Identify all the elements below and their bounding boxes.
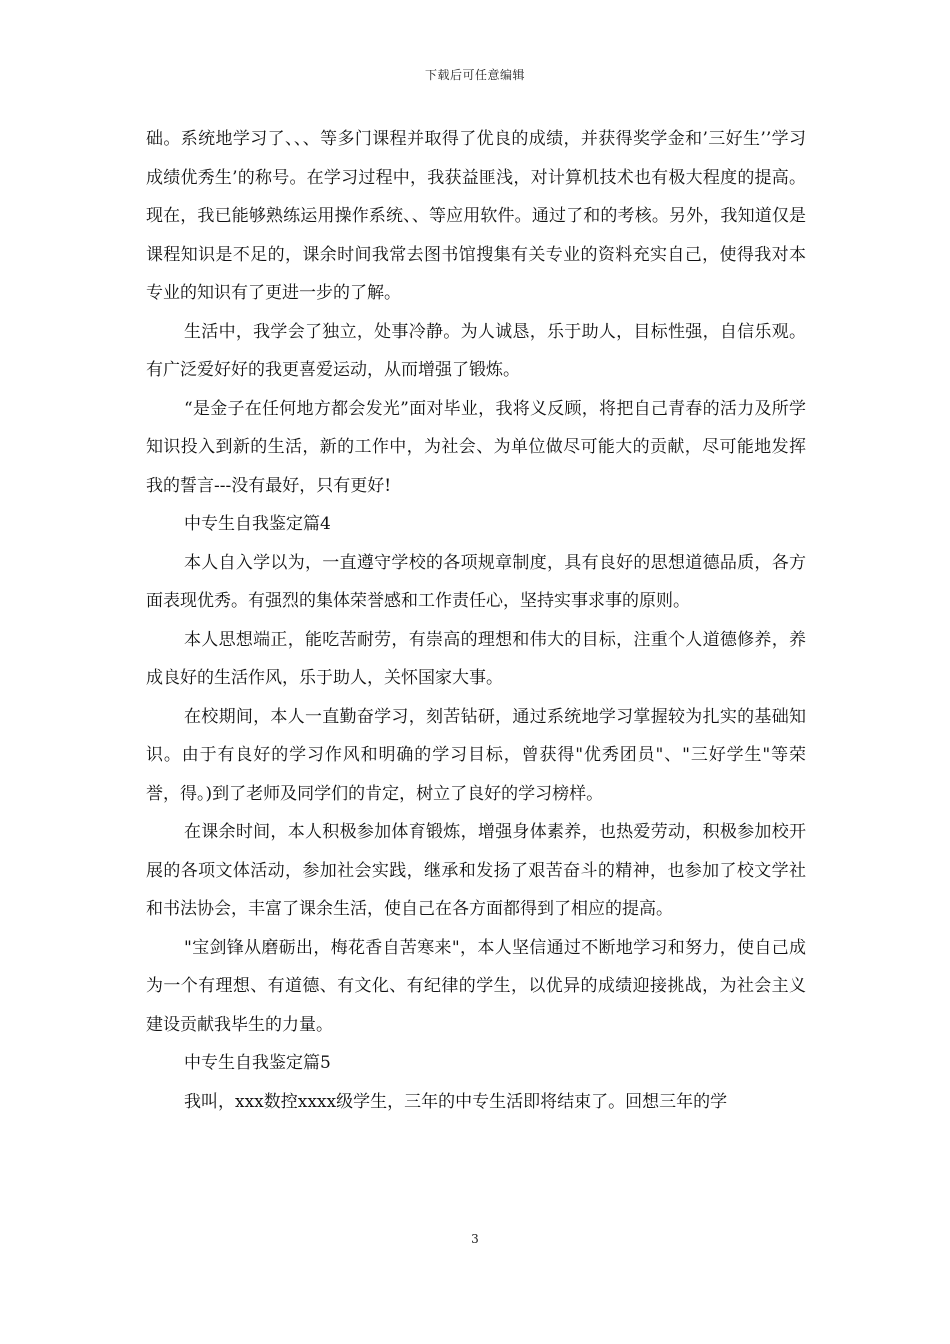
- paragraph: 本人自入学以为，一直遵守学校的各项规章制度，具有良好的思想道德品质，各方面表现优秀。有强烈的集体荣誉感和工作责任心，坚持实事求事的原则。: [146, 552, 806, 611]
- page-header: 下载后可任意编辑: [424, 68, 525, 82]
- paragraph: 生活中，我学会了独立，处事冷静。为人诚恳，乐于助人，目标性强，自信乐观。有广泛爱好好的我更喜爱运动，从而增强了锻炼。: [146, 321, 806, 380]
- section-heading: 中专生自我鉴定篇4: [184, 514, 331, 534]
- section-heading: 中专生自我鉴定篇5: [184, 1053, 331, 1073]
- paragraph: "宝剑锋从磨砺出，梅花香自苦寒来"，本人坚信通过不断地学习和努力，使自己成为一个有理想、有道德、有文化、有纪律的学生，以优异的成绩迎接挑战，为社会主义建设贡献我毕生的力量。: [146, 937, 806, 1035]
- paragraph: 我叫，xxx数控xxxx级学生，三年的中专生活即将结束了。回想三年的学: [184, 1091, 728, 1112]
- paragraph: 在校期间，本人一直勤奋学习，刻苦钻研，通过系统地学习掌握较为扎实的基础知识。由于有良好的学习作风和明确的学习目标，曾获得"优秀团员"、"三好学生"等荣誉，得。)到了老师及同学们的肯定，树立了良好的学习榜样。: [146, 706, 806, 804]
- paragraph-continuation: 础。系统地学习了、、、等多门课程并取得了优良的成绩，并获得奖学金和’三好生’’学习成绩优秀生’的称号。在学习过程中，我获益匪浅，对计算机技术也有极大程度的提高。现在，我已能够熟练运用操作系统、、等应用软件。通过了和的考核。另外，我知道仅是课程知识是不足的，课余时间我常去图书馆搜集有关专业的资料充实自己，使得我对本专业的知识有了更进一步的了解。: [146, 129, 806, 303]
- page-number: 3: [471, 1232, 479, 1246]
- paragraph: 在课余时间，本人积极参加体育锻炼，增强身体素养，也热爱劳动，积极参加校开展的各项文体活动，参加社会实践，继承和发扬了艰苦奋斗的精神，也参加了校文学社和书法协会，丰富了课余生活，使自己在各方面都得到了相应的提高。: [146, 822, 806, 919]
- document-body: [146, 120, 806, 1121]
- paragraph: 本人思想端正，能吃苦耐劳，有崇高的理想和伟大的目标，注重个人道德修养，养成良好的生活作风，乐于助人，关怀国家大事。: [146, 629, 806, 688]
- paragraph: “是金子在任何地方都会发光”面对毕业，我将义反顾，将把自己青春的活力及所学知识投入到新的生活，新的工作中，为社会、为单位做尽可能大的贡献，尽可能地发挥我的誓言---没有最好，只有更好!: [146, 398, 806, 496]
